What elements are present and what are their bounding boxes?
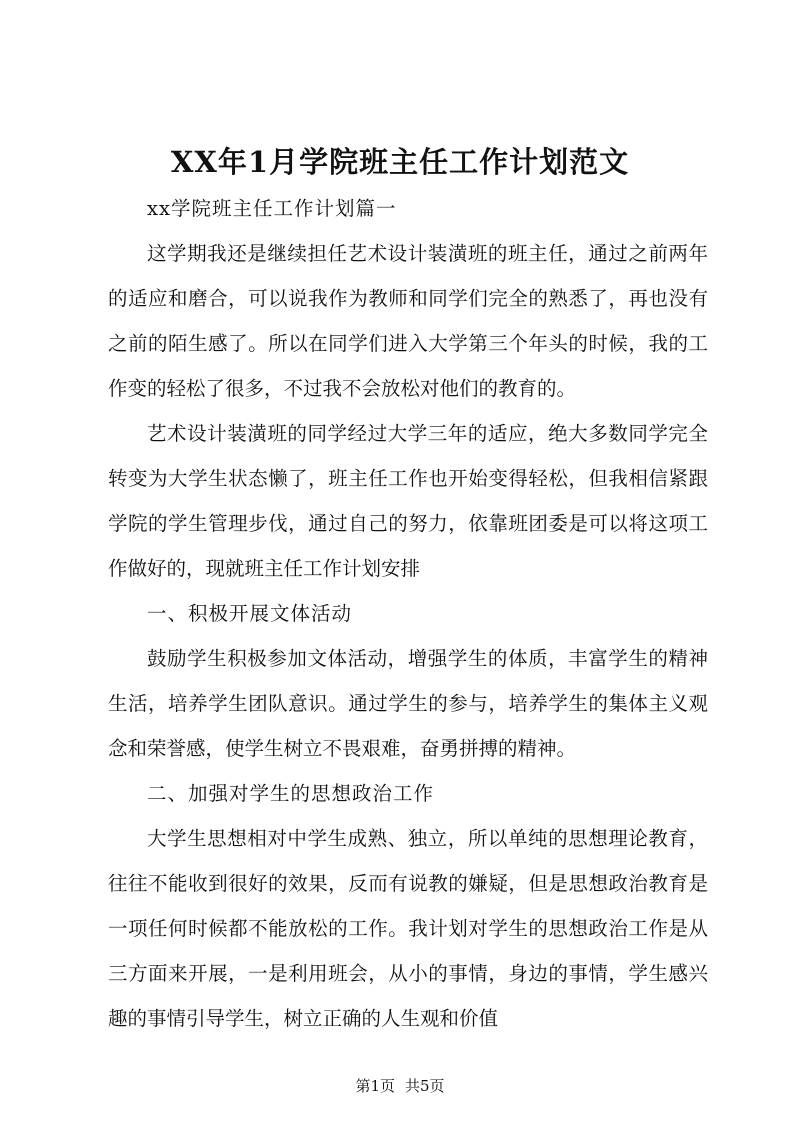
section-subtitle: xx学院班主任工作计划篇一 [147, 197, 397, 220]
document-title: XX年1月学院班主任工作计划范文 [170, 145, 630, 179]
paragraph-intro: 这学期我还是继续担任艺术设计装潢班的班主任，通过之前两年的适应和磨合，可以说我作为教师和同学们完全的熟悉了，再也没有之前的陌生感了。所以在同学们进入大学第三个年头的时候，我的工作变的轻松了很多，不过我不会放松对他们的教育的。 [108, 242, 708, 400]
page-footer [0, 1076, 800, 1096]
heading-political-work: 二、加强对学生的思想政治工作 [147, 782, 435, 805]
page-number: 第1页 [355, 1077, 395, 1095]
page-total: 共5页 [405, 1077, 445, 1095]
paragraph-political-work: 大学生思想相对中学生成熟、独立，所以单纯的思想理论教育，往往不能收到很好的效果，反而有说教的嫌疑，但是思想政治教育是一项任何时候都不能放松的工作。我计划对学生的思想政治工作是从三方面来开展，一是利用班会，从小的事情，身边的事情，学生感兴趣的事情引导学生，树立正确的人生观和价值 [108, 827, 708, 1030]
paragraph-activities: 鼓励学生积极参加文体活动，增强学生的体质，丰富学生的精神生活，培养学生团队意识。通过学生的参与，培养学生的集体主义观念和荣誉感，使学生树立不畏艰难，奋勇拼搏的精神。 [108, 647, 708, 760]
paragraph-context: 艺术设计装潢班的同学经过大学三年的适应，绝大多数同学完全转变为大学生状态懒了，班主任工作也开始变得轻松，但我相信紧跟学院的学生管理步伐，通过自己的努力，依靠班团委是可以将这项工作做好的，现就班主任工作计划安排 [108, 422, 708, 580]
document-body [108, 186, 708, 1041]
heading-activities: 一、积极开展文体活动 [147, 602, 353, 625]
